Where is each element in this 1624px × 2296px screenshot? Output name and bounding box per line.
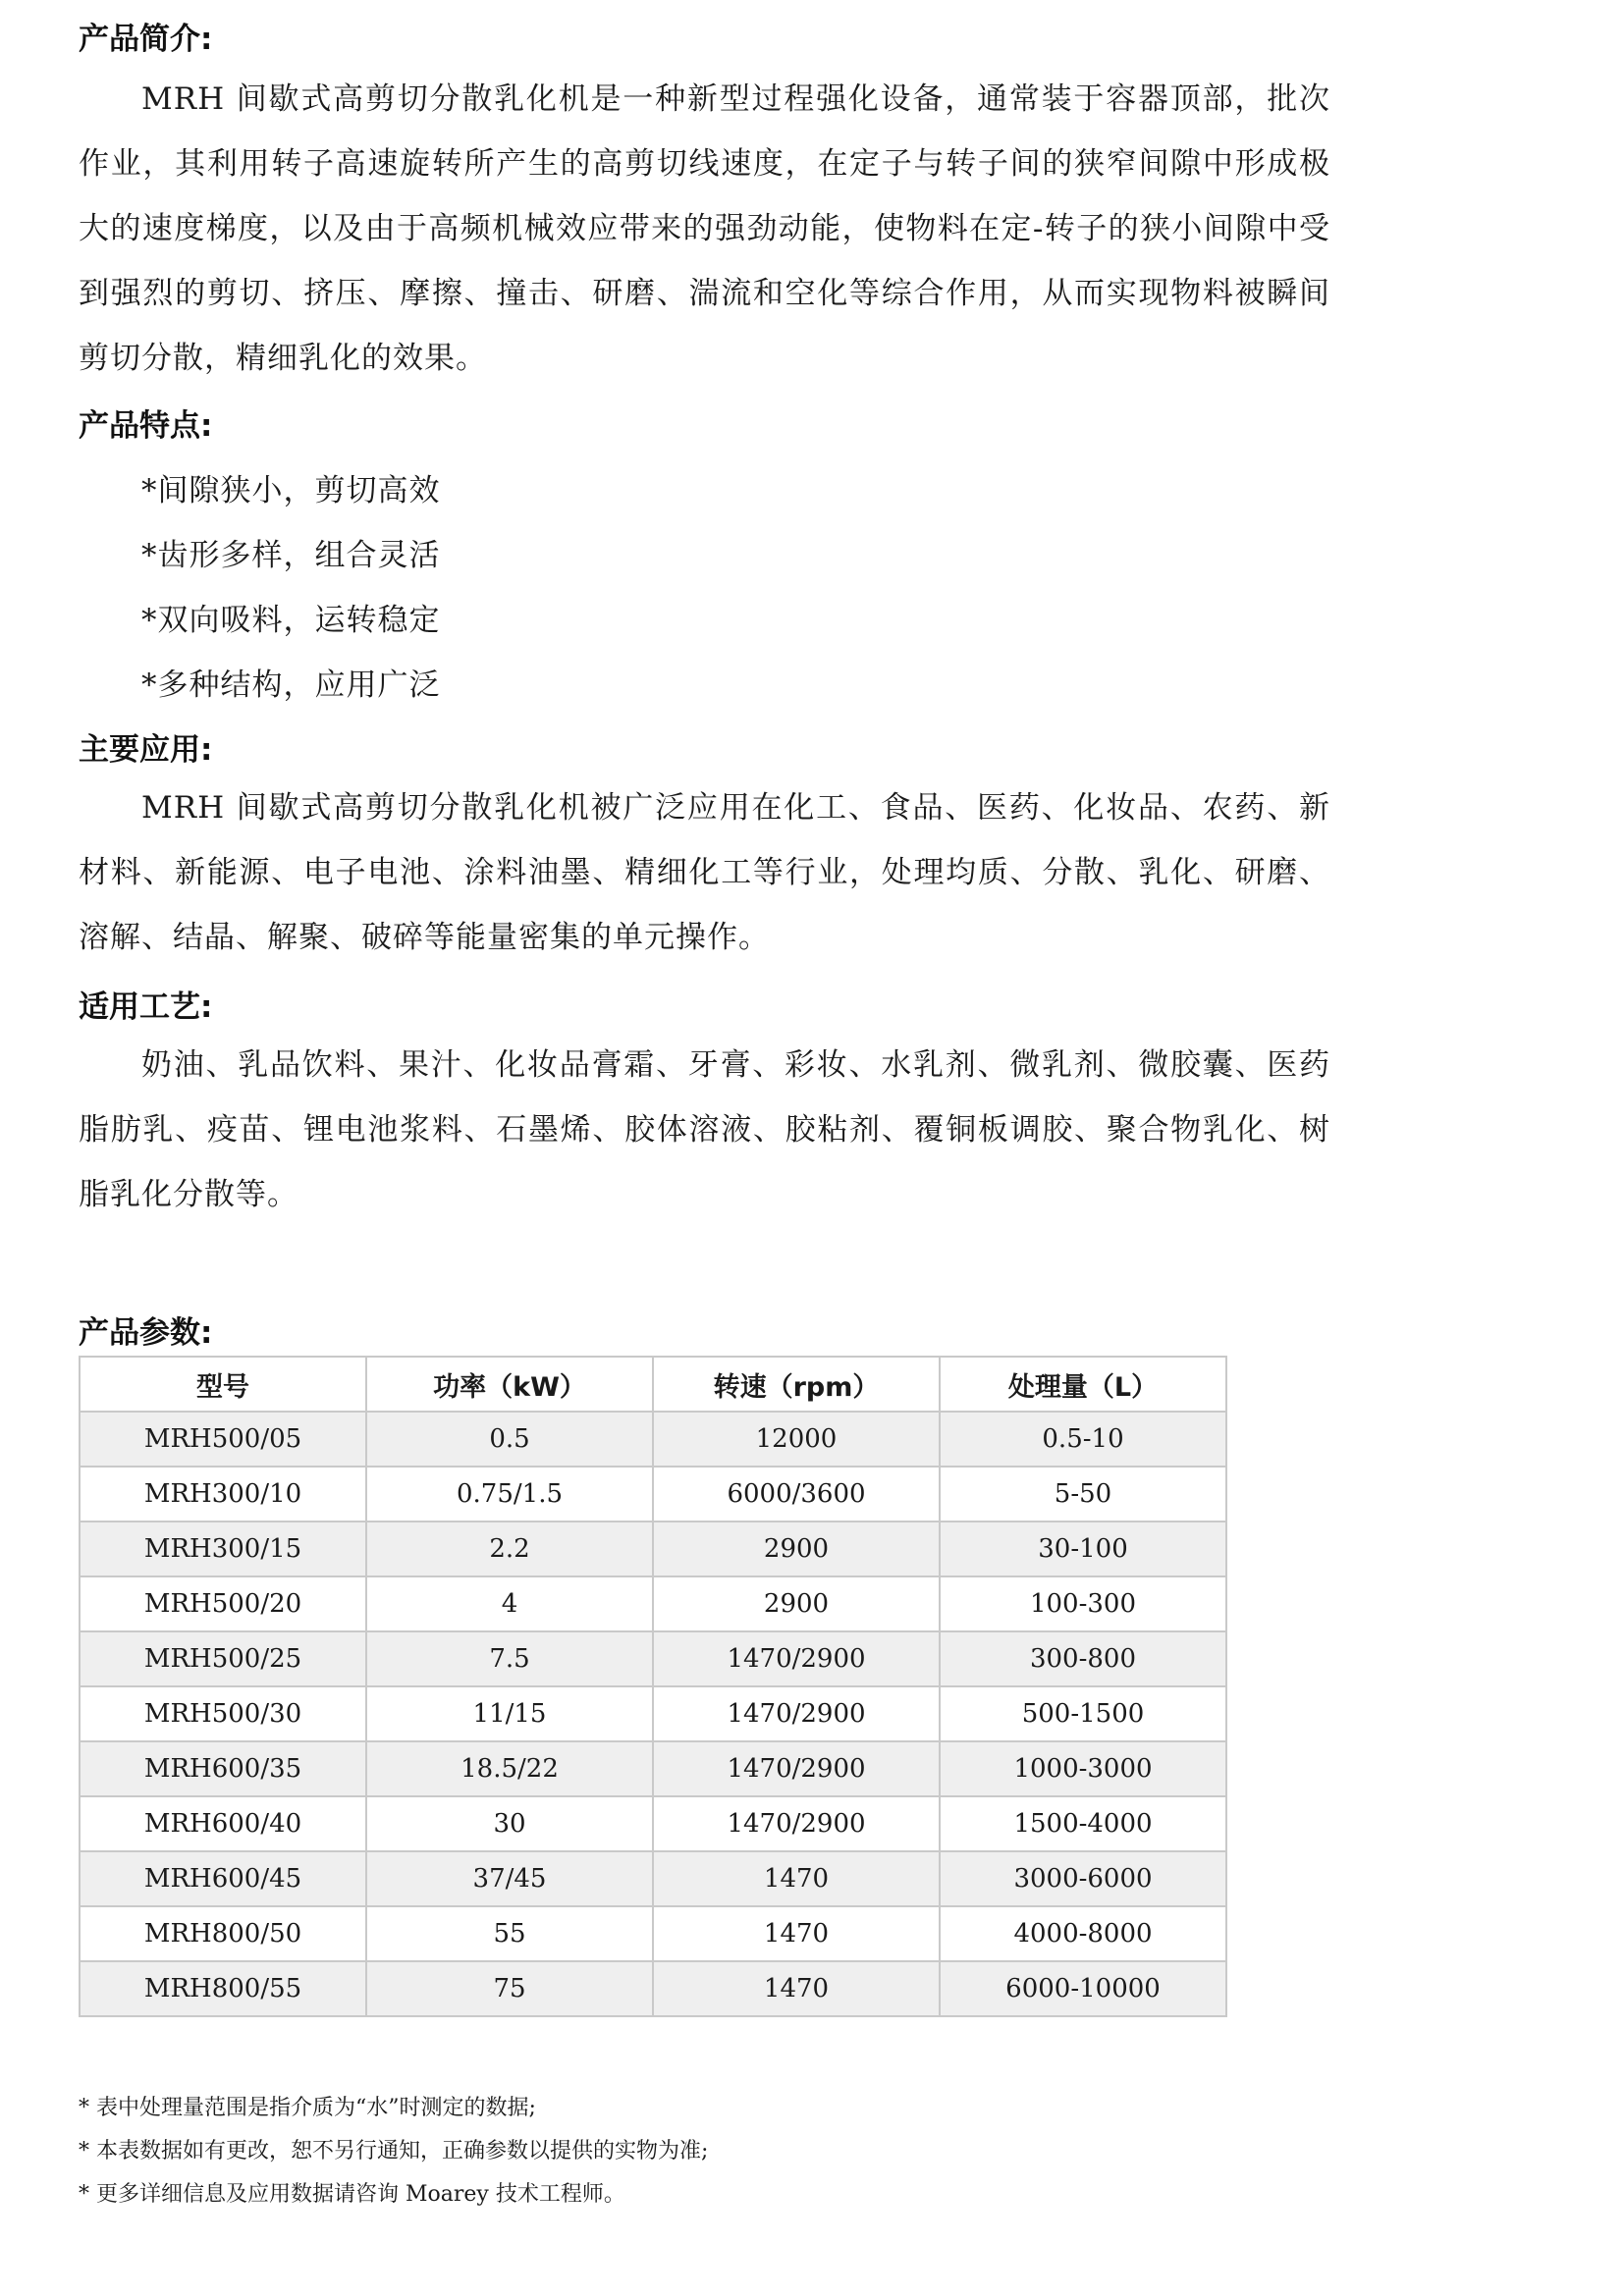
column-header-speed: 转速（rpm） [653, 1357, 940, 1412]
cell-capacity: 4000-8000 [940, 1906, 1226, 1961]
cell-capacity: 500-1500 [940, 1686, 1226, 1741]
column-header-capacity: 处理量（L） [940, 1357, 1226, 1412]
cell-model: MRH300/15 [80, 1522, 366, 1576]
feature-item: *间隙狭小，剪切高效 [141, 473, 441, 508]
table-row [80, 1961, 1226, 2016]
features-heading: 产品特点: [79, 408, 213, 444]
cell-model: MRH300/10 [80, 1467, 366, 1522]
column-header-model: 型号 [80, 1357, 366, 1412]
cell-model: MRH600/45 [80, 1851, 366, 1906]
cell-model: MRH500/30 [80, 1686, 366, 1741]
table-row [80, 1412, 1226, 1467]
cell-power: 0.5 [366, 1412, 653, 1467]
cell-model: MRH600/35 [80, 1741, 366, 1796]
table-row [80, 1906, 1226, 1961]
cell-power: 37/45 [366, 1851, 653, 1906]
cell-model: MRH800/50 [80, 1906, 366, 1961]
cell-speed: 1470/2900 [653, 1631, 940, 1686]
params-table [79, 1356, 1227, 2017]
table-row [80, 1686, 1226, 1741]
cell-speed: 1470/2900 [653, 1686, 940, 1741]
cell-power: 2.2 [366, 1522, 653, 1576]
cell-speed: 12000 [653, 1412, 940, 1467]
intro-paragraph: MRH 间歇式高剪切分散乳化机是一种新型过程强化设备，通常装于容器顶部，批次作业，其利用转子高速旋转所产生的高剪切线速度，在定子与转子间的狭窄间隙中形成极大的速度梯度，以及由于高频机械效应带来的强劲动能，使物料在定-转子的狭小间隙中受到强烈的剪切、挤压、摩擦、撞击、研磨、湍流和空化等综合作用，从而实现物料被瞬间剪切分散，精细乳化的效果。 [79, 81, 1330, 376]
intro-heading: 产品简介: [79, 22, 213, 57]
cell-power: 4 [366, 1576, 653, 1631]
footnote: * 更多详细信息及应用数据请咨询 Moarey 技术工程师。 [79, 2182, 625, 2207]
cell-capacity: 0.5-10 [940, 1412, 1226, 1467]
table-row [80, 1467, 1226, 1522]
cell-capacity: 3000-6000 [940, 1851, 1226, 1906]
table-header-row [80, 1357, 1226, 1412]
cell-power: 75 [366, 1961, 653, 2016]
footnote: * 本表数据如有更改，恕不另行通知，正确参数以提供的实物为准; [79, 2139, 709, 2163]
cell-power: 7.5 [366, 1631, 653, 1686]
cell-speed: 1470 [653, 1906, 940, 1961]
cell-capacity: 100-300 [940, 1576, 1226, 1631]
cell-capacity: 1500-4000 [940, 1796, 1226, 1851]
cell-power: 30 [366, 1796, 653, 1851]
cell-model: MRH600/40 [80, 1796, 366, 1851]
cell-speed: 1470/2900 [653, 1741, 940, 1796]
table-row [80, 1851, 1226, 1906]
cell-speed: 1470 [653, 1851, 940, 1906]
cell-speed: 2900 [653, 1522, 940, 1576]
applications-heading: 主要应用: [79, 732, 213, 768]
table-row [80, 1576, 1226, 1631]
cell-power: 18.5/22 [366, 1741, 653, 1796]
cell-capacity: 1000-3000 [940, 1741, 1226, 1796]
feature-item: *齿形多样，组合灵活 [141, 538, 441, 573]
cell-capacity: 300-800 [940, 1631, 1226, 1686]
cell-model: MRH500/20 [80, 1576, 366, 1631]
cell-power: 55 [366, 1906, 653, 1961]
cell-capacity: 5-50 [940, 1467, 1226, 1522]
cell-power: 0.75/1.5 [366, 1467, 653, 1522]
table-row [80, 1522, 1226, 1576]
params-heading: 产品参数: [79, 1315, 213, 1351]
cell-capacity: 6000-10000 [940, 1961, 1226, 2016]
cell-speed: 1470/2900 [653, 1796, 940, 1851]
cell-model: MRH500/05 [80, 1412, 366, 1467]
cell-power: 11/15 [366, 1686, 653, 1741]
applications-paragraph: MRH 间歇式高剪切分散乳化机被广泛应用在化工、食品、医药、化妆品、农药、新材料、新能源、电子电池、涂料油墨、精细化工等行业，处理均质、分散、乳化、研磨、溶解、结晶、解聚、破碎等能量密集的单元操作。 [79, 790, 1330, 955]
feature-item: *双向吸料，运转稳定 [141, 603, 441, 638]
table-row [80, 1796, 1226, 1851]
processes-heading: 适用工艺: [79, 989, 213, 1025]
processes-paragraph: 奶油、乳品饮料、果汁、化妆品膏霜、牙膏、彩妆、水乳剂、微乳剂、微胶囊、医药脂肪乳、疫苗、锂电池浆料、石墨烯、胶体溶液、胶粘剂、覆铜板调胶、聚合物乳化、树脂乳化分散等。 [79, 1047, 1330, 1212]
feature-item: *多种结构，应用广泛 [141, 667, 441, 703]
column-header-power: 功率（kW） [366, 1357, 653, 1412]
table-row [80, 1631, 1226, 1686]
cell-speed: 1470 [653, 1961, 940, 2016]
cell-speed: 6000/3600 [653, 1467, 940, 1522]
cell-model: MRH800/55 [80, 1961, 366, 2016]
cell-model: MRH500/25 [80, 1631, 366, 1686]
footnote: * 表中处理量范围是指介质为“水”时测定的数据; [79, 2096, 536, 2120]
cell-speed: 2900 [653, 1576, 940, 1631]
cell-capacity: 30-100 [940, 1522, 1226, 1576]
table-row [80, 1741, 1226, 1796]
